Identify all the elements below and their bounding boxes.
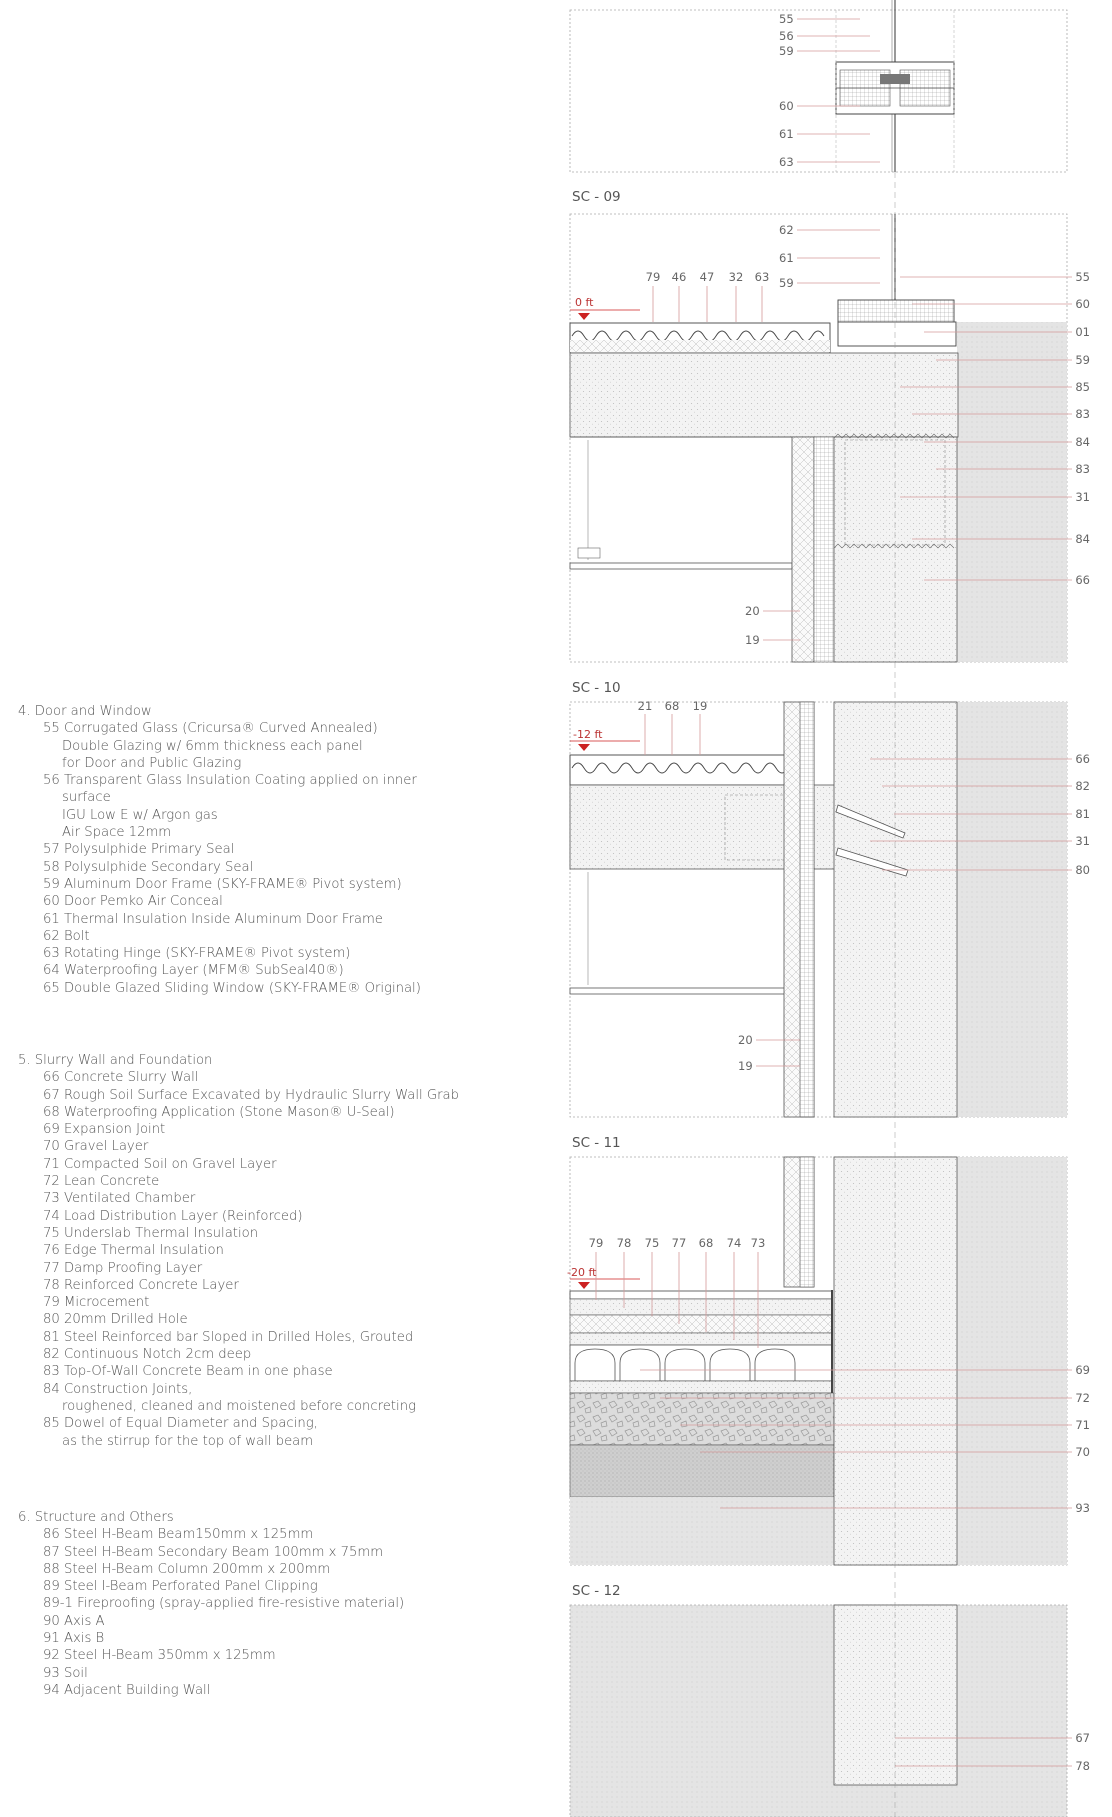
callout-label: 66 — [1075, 573, 1090, 587]
callout-label: 21 — [637, 699, 653, 713]
callout-label: 73 — [750, 1236, 766, 1250]
callout-label: 46 — [671, 270, 687, 284]
callout-label: 31 — [1075, 834, 1090, 848]
legend-item: 61 Thermal Insulation Inside Aluminum Door Frame — [43, 911, 383, 927]
callout-label: 74 — [726, 1236, 742, 1250]
legend-item: 78 Reinforced Concrete Layer — [43, 1277, 239, 1293]
callout-label: 20 — [738, 1033, 753, 1047]
legend-item: 94 Adjacent Building Wall — [43, 1682, 211, 1698]
legend-item: 69 Expansion Joint — [43, 1122, 166, 1138]
callout-label: 61 — [779, 127, 794, 141]
level-label-20ft: -20 ft — [567, 1266, 597, 1279]
callout-label: 19 — [738, 1059, 753, 1073]
legend-item-continuation: for Door and Public Glazing — [62, 755, 242, 771]
legend-group-title: 4. Door and Window — [18, 704, 152, 719]
legend-item: 55 Corrugated Glass (Cricursa® Curved Annealed) — [43, 721, 378, 737]
legend-item-continuation: Air Space 12mm — [62, 825, 172, 841]
callout-label: 47 — [699, 270, 715, 284]
callout-label: 59 — [779, 44, 794, 58]
legend-item: 62 Bolt — [43, 928, 90, 944]
callout-label: 83 — [1075, 407, 1090, 421]
callout-label: 56 — [779, 29, 794, 43]
legend-item: 83 Top-Of-Wall Concrete Beam in one phase — [43, 1364, 333, 1380]
legend-item: 74 Load Distribution Layer (Reinforced) — [43, 1208, 303, 1224]
callout-label: 84 — [1075, 435, 1090, 449]
legend-item: 57 Polysulphide Primary Seal — [43, 842, 235, 858]
callout-label: 55 — [1075, 270, 1090, 284]
callout-label: 75 — [644, 1236, 660, 1250]
section-title-sc11: SC - 11 — [572, 1135, 621, 1151]
legend-item: 63 Rotating Hinge (SKY-FRAME® Pivot system) — [43, 946, 351, 962]
legend-item: 77 Damp Proofing Layer — [43, 1260, 203, 1276]
level-label-0ft: 0 ft — [575, 296, 594, 309]
callout-label: 59 — [779, 276, 794, 290]
callout-label: 67 — [1075, 1731, 1090, 1745]
legend-item: 66 Concrete Slurry Wall — [43, 1070, 199, 1086]
callout-label: 93 — [1075, 1501, 1090, 1515]
legend-item: 72 Lean Concrete — [43, 1174, 160, 1190]
legend-item: 93 Soil — [43, 1665, 88, 1681]
legend-item: 85 Dowel of Equal Diameter and Spacing, — [43, 1416, 318, 1432]
legend-item: 89-1 Fireproofing (spray-applied fire-resistive material) — [43, 1596, 405, 1612]
callout-label: 79 — [588, 1236, 604, 1250]
legend-item: 84 Construction Joints, — [43, 1381, 193, 1397]
legend-item: 81 Steel Reinforced bar Sloped in Drilled Holes, Grouted — [43, 1329, 414, 1345]
legend-item: 60 Door Pemko Air Conceal — [43, 894, 223, 910]
callout-label: 19 — [692, 699, 708, 713]
legend-item: 67 Rough Soil Surface Excavated by Hydraulic Slurry Wall Grab — [43, 1087, 460, 1103]
section-title-sc12: SC - 12 — [572, 1583, 621, 1599]
callout-label: 63 — [779, 155, 794, 169]
callout-label: 61 — [779, 251, 794, 265]
callout-label: 63 — [754, 270, 770, 284]
callout-label: 59 — [1075, 353, 1090, 367]
callout-label: 01 — [1075, 325, 1090, 339]
legend-item: 75 Underslab Thermal Insulation — [43, 1225, 259, 1241]
callout-label: 68 — [698, 1236, 714, 1250]
callout-label: 83 — [1075, 462, 1090, 476]
legend-item: 58 Polysulphide Secondary Seal — [43, 859, 254, 875]
callout-label: 82 — [1075, 779, 1090, 793]
section-sc10 — [570, 702, 1067, 1117]
callout-label: 19 — [745, 633, 760, 647]
legend-item: 71 Compacted Soil on Gravel Layer — [43, 1156, 277, 1172]
legend-item: 70 Gravel Layer — [43, 1139, 149, 1155]
legend-item: 89 Steel I-Beam Perforated Panel Clipping — [43, 1579, 318, 1595]
callout-label: 32 — [728, 270, 744, 284]
section-title-sc10: SC - 10 — [572, 680, 621, 696]
callout-label: 60 — [779, 99, 794, 113]
callout-label: 78 — [1075, 1759, 1090, 1773]
legend-item: 59 Aluminum Door Frame (SKY-FRAME® Pivot system) — [43, 876, 402, 892]
legend-item: 64 Waterproofing Layer (MFM® SubSeal40®) — [43, 963, 344, 979]
level-label-12ft: -12 ft — [573, 728, 603, 741]
legend-group-title: 5. Slurry Wall and Foundation — [18, 1053, 213, 1068]
callout-label: 71 — [1075, 1418, 1090, 1432]
legend-item: 80 20mm Drilled Hole — [43, 1312, 188, 1328]
callout-label: 55 — [779, 12, 794, 26]
section-sc12 — [570, 1605, 1067, 1817]
legend-item-continuation: IGU Low E w/ Argon gas — [62, 807, 218, 823]
legend-item: 91 Axis B — [43, 1631, 105, 1647]
legend-item-continuation: as the stirrup for the top of wall beam — [62, 1433, 314, 1449]
legend-item: 68 Waterproofing Application (Stone Mason® U-Seal) — [43, 1104, 395, 1120]
callout-label: 62 — [779, 223, 794, 237]
legend-item: 82 Continuous Notch 2cm deep — [43, 1347, 252, 1363]
legend-item: 88 Steel H-Beam Column 200mm x 200mm — [43, 1561, 331, 1577]
callout-label: 68 — [664, 699, 680, 713]
legend-item: 79 Microcement — [43, 1295, 150, 1311]
legend-item: 65 Double Glazed Sliding Window (SKY-FRAME® Original) — [43, 980, 421, 996]
legend-item: 92 Steel H-Beam 350mm x 125mm — [43, 1648, 276, 1664]
legend-group-title: 6. Structure and Others — [18, 1510, 174, 1525]
callout-label: 20 — [745, 604, 760, 618]
legend-item-continuation: surface — [62, 790, 111, 806]
legend-item: 56 Transparent Glass Insulation Coating applied on inner — [43, 773, 417, 789]
section-sc09 — [570, 214, 1067, 662]
legend-item-continuation: Double Glazing w/ 6mm thickness each panel — [62, 738, 363, 754]
legend-item: 76 Edge Thermal Insulation — [43, 1243, 224, 1259]
callout-label: 80 — [1075, 863, 1090, 877]
callout-label: 60 — [1075, 297, 1090, 311]
callout-label: 78 — [616, 1236, 632, 1250]
section-sc11 — [570, 1157, 1067, 1565]
legend-item: 86 Steel H-Beam Beam150mm x 125mm — [43, 1527, 314, 1543]
legend-item: 87 Steel H-Beam Secondary Beam 100mm x 75mm — [43, 1544, 384, 1560]
legend-item-continuation: roughened, cleaned and moistened before concreting — [62, 1398, 416, 1414]
legend-slurry-wall-and-foundation — [0, 1052, 520, 1450]
callout-label: 79 — [645, 270, 661, 284]
callout-label: 72 — [1075, 1391, 1090, 1405]
callout-label: 81 — [1075, 807, 1090, 821]
callout-label: 85 — [1075, 380, 1090, 394]
callout-label: 70 — [1075, 1445, 1090, 1459]
callout-label: 77 — [671, 1236, 687, 1250]
section-title-sc09: SC - 09 — [572, 189, 621, 205]
legend-item: 73 Ventilated Chamber — [43, 1191, 196, 1207]
legend-structure-and-others — [0, 1509, 520, 1699]
callout-label: 31 — [1075, 490, 1090, 504]
callout-label: 84 — [1075, 532, 1090, 546]
callout-label: 66 — [1075, 752, 1090, 766]
legend-door-and-window — [0, 703, 520, 997]
section-sc08 — [570, 0, 1067, 172]
callout-label: 69 — [1075, 1363, 1090, 1377]
legend-item: 90 Axis A — [43, 1613, 105, 1629]
